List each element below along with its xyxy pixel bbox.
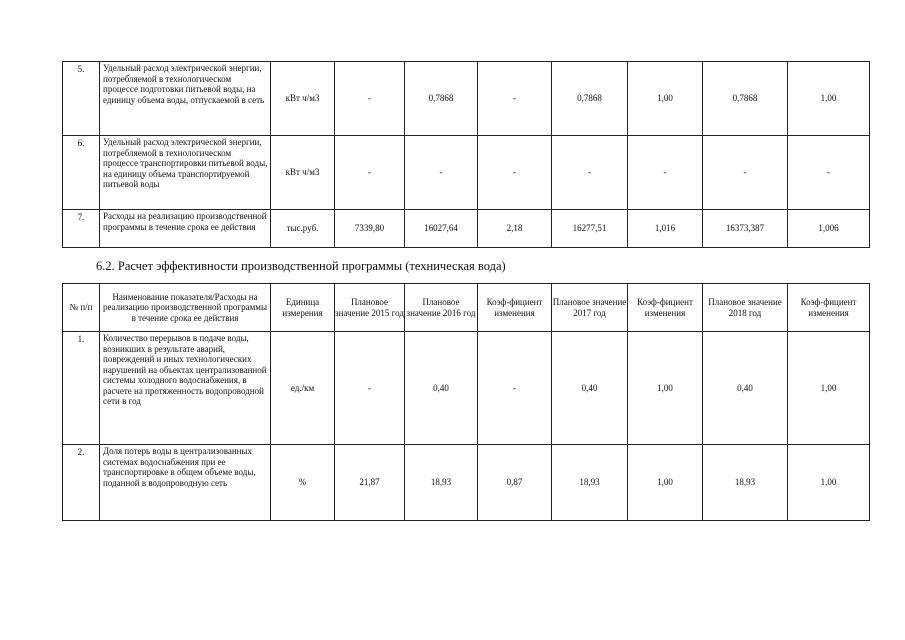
value-2015: - <box>335 332 405 445</box>
header-value-2015: Плановое значение 2015 год <box>335 284 405 332</box>
row-number: 1. <box>63 332 100 445</box>
coef-2018: 1,006 <box>788 210 870 248</box>
header-indicator-name: Наименование показателя/Расходы на реализацию производственной программы в течение срока ее действия <box>100 284 271 332</box>
table-row <box>63 136 870 210</box>
value-2016: 0,40 <box>405 332 478 445</box>
value-2017: 18,93 <box>552 445 628 521</box>
coef-2016: - <box>478 332 552 445</box>
header-value-2018: Плановое значение 2018 год <box>703 284 788 332</box>
value-2018: 18,93 <box>703 445 788 521</box>
value-2015: - <box>335 62 405 136</box>
header-coef-2017: Коэф-фициент изменения <box>628 284 703 332</box>
row-number: 7. <box>63 210 100 248</box>
section-title: 6.2. Расчет эффективности производственной программы (техническая вода) <box>96 259 506 273</box>
value-2015: 7339,80 <box>335 210 405 248</box>
efficiency-table-drinking-water <box>62 61 870 248</box>
table-header-row <box>63 284 870 332</box>
indicator-name: Количество перерывов в подаче воды, возникших в результате аварий, повреждений и иных технологических нарушений на объектах централизованной системы холодного водоснабжения, в расчете на протяженность водопроводной сети в год <box>100 332 271 445</box>
coef-2017: 1,00 <box>628 62 703 136</box>
coef-2016: - <box>478 62 552 136</box>
coef-2016: 0,87 <box>478 445 552 521</box>
header-coef-2018: Коэф-фициент изменения <box>788 284 870 332</box>
coef-2018: - <box>788 136 870 210</box>
value-2016: - <box>405 136 478 210</box>
header-unit: Единица измерения <box>271 284 335 332</box>
value-2017: 0,40 <box>552 332 628 445</box>
unit-cell: кВт ч/м3 <box>271 62 335 136</box>
header-value-2017: Плановое значение 2017 год <box>552 284 628 332</box>
value-2018: 16373,387 <box>703 210 788 248</box>
unit-cell: % <box>271 445 335 521</box>
header-row-number: № п/п <box>63 284 100 332</box>
header-value-2016: Плановое значение 2016 год <box>405 284 478 332</box>
value-2016: 18,93 <box>405 445 478 521</box>
row-number: 5. <box>63 62 100 136</box>
value-2017: 16277,51 <box>552 210 628 248</box>
table-row <box>63 62 870 136</box>
unit-cell: ед./км <box>271 332 335 445</box>
indicator-name: Доля потерь воды в централизованных системах водоснабжения при ее транспортировке в общем объеме воды, поданной в водопроводную сеть <box>100 445 271 521</box>
coef-2018: 1,00 <box>788 445 870 521</box>
value-2016: 16027,64 <box>405 210 478 248</box>
value-2018: 0,7868 <box>703 62 788 136</box>
row-number: 6. <box>63 136 100 210</box>
value-2015: - <box>335 136 405 210</box>
coef-2017: - <box>628 136 703 210</box>
table-row <box>63 332 870 445</box>
unit-cell: кВт ч/м3 <box>271 136 335 210</box>
value-2017: - <box>552 136 628 210</box>
coef-2018: 1,00 <box>788 332 870 445</box>
indicator-name: Расходы на реализацию производственной программы в течение срока ее действия <box>100 210 271 248</box>
value-2018: - <box>703 136 788 210</box>
coef-2017: 1,00 <box>628 445 703 521</box>
coef-2016: 2,18 <box>478 210 552 248</box>
coef-2016: - <box>478 136 552 210</box>
efficiency-table-technical-water <box>62 283 870 521</box>
value-2015: 21,87 <box>335 445 405 521</box>
value-2017: 0,7868 <box>552 62 628 136</box>
header-coef-2016: Коэф-фициент изменения <box>478 284 552 332</box>
unit-cell: тыс.руб. <box>271 210 335 248</box>
table-row <box>63 445 870 521</box>
value-2018: 0,40 <box>703 332 788 445</box>
indicator-name: Удельный расход электрической энергии, потребляемой в технологическом процессе подготовки питьевой воды, на единицу объема воды, отпускаемой в сеть <box>100 62 271 136</box>
coef-2018: 1,00 <box>788 62 870 136</box>
row-number: 2. <box>63 445 100 521</box>
coef-2017: 1,016 <box>628 210 703 248</box>
table-row <box>63 210 870 248</box>
coef-2017: 1,00 <box>628 332 703 445</box>
indicator-name: Удельный расход электрической энергии, потребляемой в технологическом процессе транспортировки питьевой воды, на единицу объема транспортируемой питьевой воды <box>100 136 271 210</box>
value-2016: 0,7868 <box>405 62 478 136</box>
